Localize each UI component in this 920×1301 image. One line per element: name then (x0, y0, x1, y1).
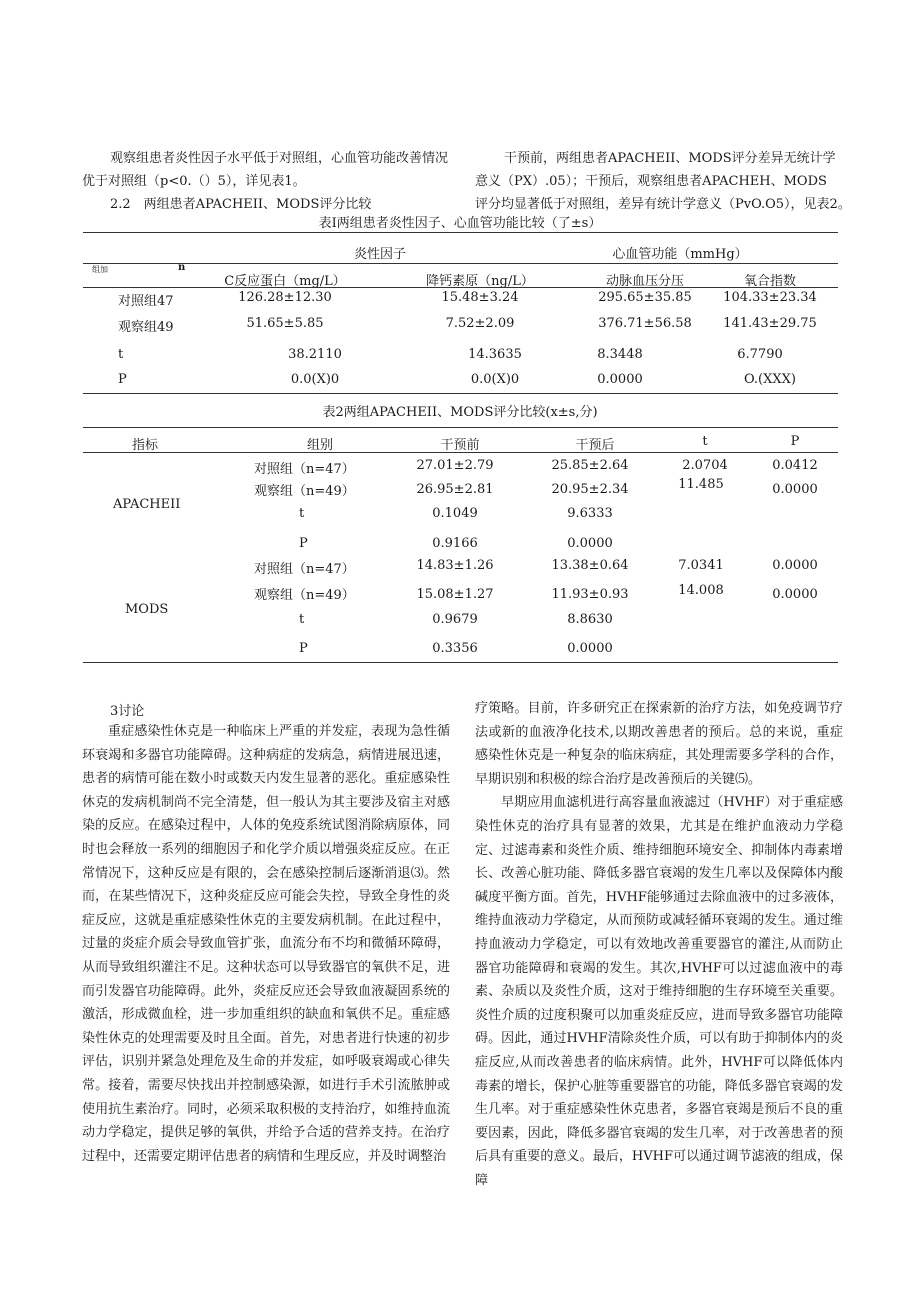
table1-col-oi: 氧合指数 (743, 274, 796, 289)
discussion-right-paragraph-1: 早期应用血滤机进行高容量血液滤过（HVHF）对于重症感染性休克的治疗具有显著的效果，尤其是在维护血液动力学稳定、过滤毒素和炎性介质、维持细胞环境安全、抑制体内毒素增长、改善心脏功能、降低多器官衰竭的发生几率以及保障体内酸碱度平衡方面。首先，HVHF能够通过去除血液中的过多液体，维持血液动力学稳定，从而预防或减轻循环衰竭的发生。通过维持血液动力学稳定，可以有效地改善重要器官的灌注,从而防止器官功能障碍和衰竭的发生。其次,HVHF可以过滤血液中的毒素、杂质以及炎性介质，这对于维持细胞的生存环境至关重要。炎性介质的过度积聚可以加重炎症反应，进而导致多器官功能障碍。因此，通过HVHF清除炎性介质，可以有助于抑制体内的炎症反应,从而改善患者的临床病情。此外，HVHF可以降低体内毒素的增长，保护心脏等重要器官的功能，降低多器官衰竭的发生几率。对于重症感染性休克患者，多器官衰竭是预后不良的重要因素，因此，降低多器官衰竭的发生几率，对于改善患者的预后具有重要的意义。最后，HVHF可以通过调节滤液的组成，保障 (475, 795, 843, 1188)
table2-bottom-rule (83, 662, 838, 663)
table1-col-map: 动脉血压分压 (605, 274, 684, 289)
after-value: 25.85±2.64 (551, 458, 629, 473)
discussion-right-column (475, 697, 843, 1192)
before-value: 0.3356 (432, 641, 478, 656)
table1-col-crp: C反应蛋白（mg/L） (224, 274, 346, 289)
group-label: 对照组（n=47） (254, 462, 355, 477)
group-label: P (299, 641, 308, 656)
after-value: 0.0000 (567, 641, 613, 656)
after-value: 13.38±0.64 (551, 558, 629, 573)
before-value: 14.83±1.26 (416, 558, 494, 573)
table1-col-pct: 降钙素原（ng/L） (426, 274, 534, 289)
group-label: P (299, 536, 308, 551)
after-value: 11.93±0.93 (551, 587, 629, 602)
discussion-heading: 3讨论 (110, 704, 145, 719)
row-label: 对照组47 (118, 294, 174, 309)
group-label: 观察组（n=49） (254, 588, 355, 603)
table2-header-p: P (790, 434, 800, 449)
oi-value: 141.43±29.75 (723, 316, 817, 331)
after-value: 0.0000 (567, 536, 613, 551)
row-label: P (118, 372, 127, 387)
discussion-left-paragraph-1: 重症感染性休克是一种临床上严重的并发症，表现为急性循环衰竭和多器官功能障碍。这种病症的发病急，病情进展迅速，患者的病情可能在数小时或数天内发生显著的恶化。重症感染性休克的发病机制尚不完全清楚，但一般认为其主要涉及宿主对感染的反应。在感染过程中，人体的免疫系统试图消除病原体，同时也会释放一系列的细胞因子和化学介质以增强炎症反应。在正常情况下，这种反应是有限的，会在感染控制后逐渐消退⑶。然而，在某些情况下，这种炎症反应可能会失控，导致全身性的炎症反应，这就是重症感染性休克的主要发病机制。在此过程中，过量的炎症介质会导致血管扩张，血流分布不均和微循环障碍，从而导致组织灌注不足。这种状态可以导致器官的氧供不足，进而引发器官功能障碍。此外，炎症反应还会导致血液凝固系统的激活，形成微血栓，进一步加重组织的缺血和氧供不足。重症感染性休克的处理需要及时且全面。首先，对患者进行快速的初步评估，识别并紧急处理危及生命的并发症，如呼吸衰竭或心律失常。接着，需要尽快找出并控制感染源，如进行手术引流脓肿或使用抗生素治疗。同时，必须采取积极的支持治疗，如维持血流动力学稳定，提供足够的氧供，并给予合适的营养支持。在治疗过程中，还需要定期评估患者的病情和生理反应，并及时调整治 (82, 724, 450, 1164)
top-right-line-1: 干预前，两组患者APACHEII、MODS评分差异无统计学 (504, 151, 836, 166)
map-value: 8.3448 (597, 347, 643, 362)
apache-label: APACHEII (113, 497, 181, 512)
crp-value: 126.28±12.30 (238, 290, 332, 305)
table1-group-inflammation: 炎性因子 (353, 247, 406, 262)
discussion-left-column (82, 720, 450, 1168)
after-value: 9.6333 (567, 506, 613, 521)
t-value: 11.485 (678, 477, 724, 492)
before-value: 15.08±1.27 (416, 587, 494, 602)
pct-value: 14.3635 (468, 347, 522, 362)
map-value: 376.71±56.58 (598, 316, 692, 331)
pct-value: 7.52±2.09 (445, 316, 515, 331)
oi-value: 6.7790 (737, 347, 783, 362)
section-heading-2-2: 2.2 两组患者APACHEII、MODS评分比较 (110, 197, 372, 212)
before-value: 0.9166 (432, 536, 478, 551)
top-left-line-1: 观察组患者炎性因子水平低于对照组，心血管功能改善情况 (110, 151, 449, 166)
table1-header-rule (83, 287, 838, 288)
group-label: 观察组（n=49） (254, 484, 355, 499)
group-label: t (299, 612, 305, 627)
row-label: t (118, 347, 124, 362)
group-label: 对照组（n=47） (254, 562, 355, 577)
before-value: 27.01±2.79 (416, 458, 494, 473)
table1-group-cardio: 心血管功能（mmHg） (612, 247, 748, 262)
mods-label: MODS (125, 602, 169, 617)
crp-value: 38.2110 (288, 347, 342, 362)
top-right-line-2: 意义（PX）.05）；干预后，观察组患者APACHEH、MODS (475, 174, 827, 189)
p-value: 0.0412 (772, 458, 818, 473)
table2-header-t: t (702, 434, 708, 449)
pct-value: 0.0(X)0 (470, 372, 520, 387)
before-value: 0.9679 (432, 612, 478, 627)
t-value: 7.0341 (678, 558, 724, 573)
table2-header-rule (83, 452, 838, 453)
after-value: 20.95±2.34 (551, 482, 629, 497)
table1-caption: 表I两组患者炎性因子、心血管功能比较（了±s） (318, 216, 602, 231)
table2-top-rule (83, 427, 838, 428)
before-value: 26.95±2.81 (416, 482, 494, 497)
p-value: 0.0000 (772, 482, 818, 497)
table2-caption: 表2两组APACHEII、MODS评分比较(x±s,分) (322, 405, 598, 420)
group-label: t (299, 506, 305, 521)
table2-header-after: 干预后 (575, 438, 615, 453)
p-value: 0.0000 (772, 587, 818, 602)
oi-value: O.(XXX) (744, 372, 796, 387)
table1-col-group: 组加 (92, 265, 108, 274)
before-value: 0.1049 (432, 506, 478, 521)
table2-header-before: 干预前 (440, 438, 480, 453)
table2-header-group: 组别 (306, 438, 333, 453)
oi-value: 104.33±23.34 (723, 290, 817, 305)
top-left-line-2: 优于对照组（p<0.（）5），详见表1。 (82, 174, 306, 189)
discussion-right-paragraph-0: 疗策略。目前，许多研究正在探索新的治疗方法，如免疫调节疗法或新的血液净化技术,以期改善患者的预后。总的来说，重症感染性休克是一种复杂的临床病症，其处理需要多学科的合作，早期识别和积极的综合治疗是改善预后的关键⑸。 (475, 701, 843, 787)
map-value: 295.65±35.85 (598, 290, 692, 305)
table1-top-rule (83, 232, 838, 233)
table1-group-rule (83, 263, 838, 264)
top-right-line-3: 评分均显著低于对照组，差异有统计学意义（PvO.O5），见表2。 (475, 197, 851, 212)
table1-col-n: n (178, 262, 186, 273)
table2-header-indicator: 指标 (131, 438, 158, 453)
row-label: 观察组49 (118, 320, 174, 335)
crp-value: 0.0(X)0 (290, 372, 340, 387)
map-value: 0.0000 (597, 372, 643, 387)
after-value: 8.8630 (567, 612, 613, 627)
t-value: 2.0704 (682, 458, 728, 473)
crp-value: 51.65±5.85 (246, 316, 324, 331)
t-value: 14.008 (678, 583, 724, 598)
pct-value: 15.48±3.24 (441, 290, 519, 305)
table1-bottom-rule (83, 393, 838, 394)
p-value: 0.0000 (772, 558, 818, 573)
